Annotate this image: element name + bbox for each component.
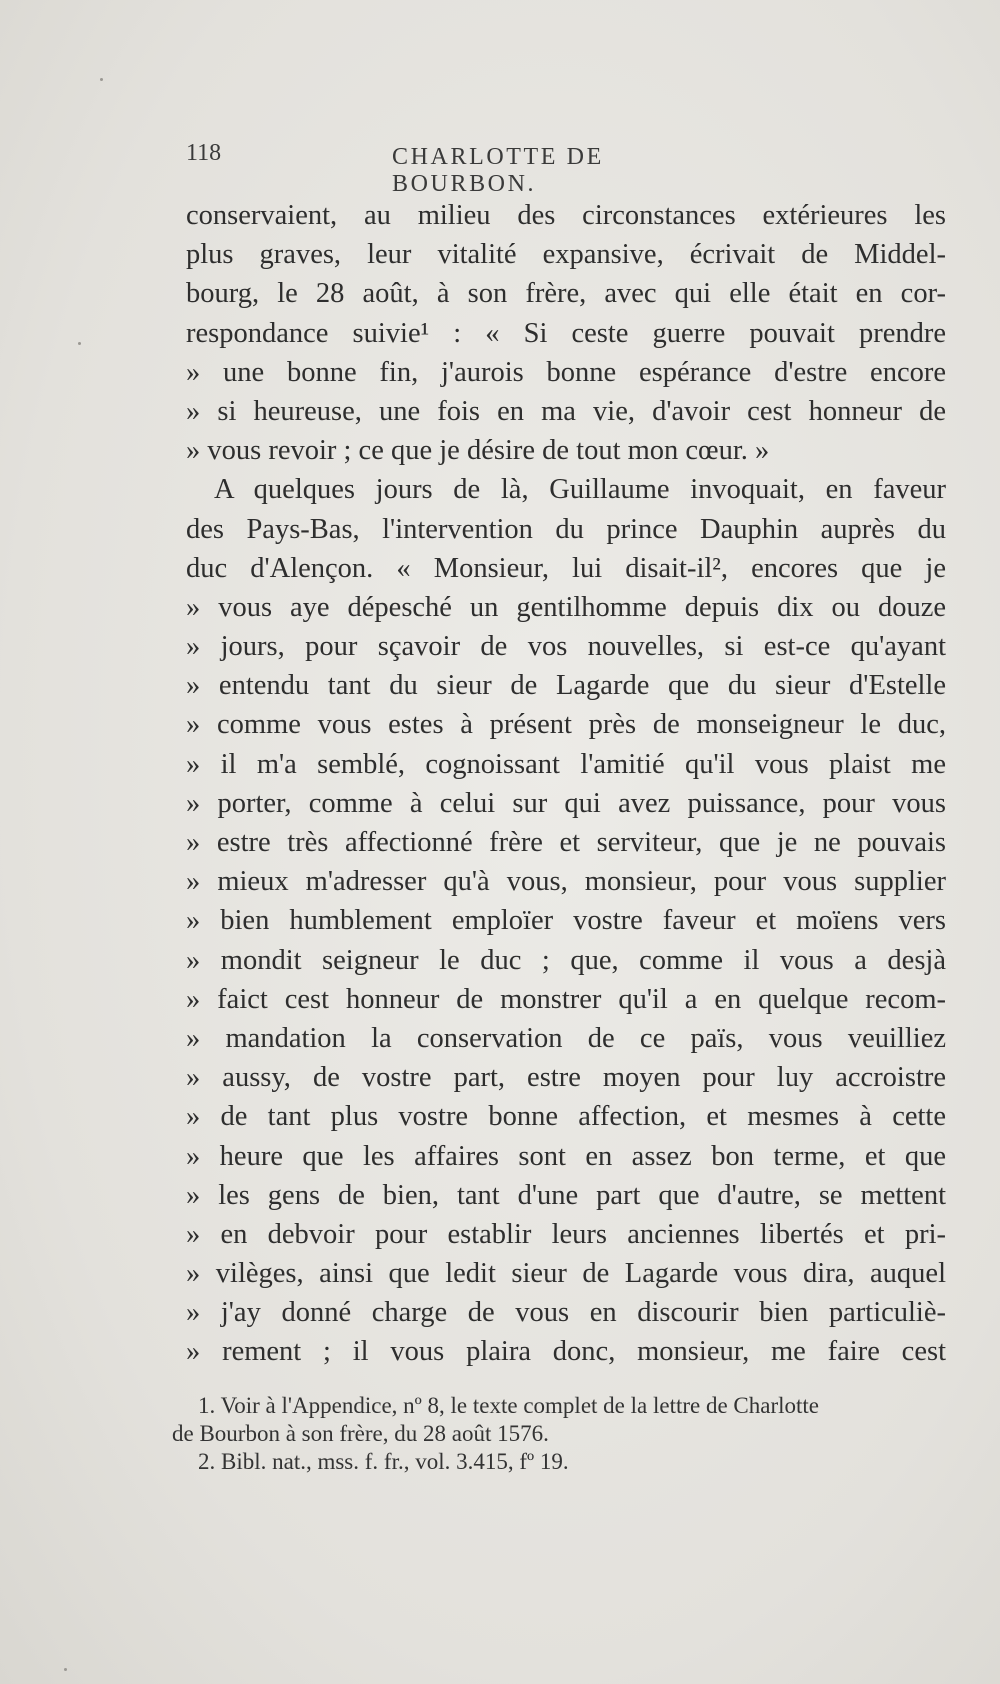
text-line: » porter, comme à celui sur qui avez puissance, pour vous	[186, 787, 946, 819]
text-line: A quelques jours de là, Guillaume invoquait, en faveur	[214, 474, 946, 506]
text-line: des Pays-Bas, l'intervention du prince Dauphin auprès du	[186, 513, 946, 545]
text-line: » mandation la conservation de ce païs, vous veuilliez	[186, 1022, 946, 1054]
paper-speck	[64, 1668, 67, 1671]
text-line: bourg, le 28 août, à son frère, avec qui elle était en cor-	[186, 278, 946, 310]
footnotes	[172, 1392, 932, 1476]
text-line: » faict cest honneur de monstrer qu'il a en quelque recom-	[186, 983, 946, 1015]
text-line: » comme vous estes à présent près de monseigneur le duc,	[186, 709, 946, 741]
text-line: » bien humblement emploïer vostre faveur et moïens vers	[186, 905, 946, 937]
text-line: » mieux m'adresser qu'à vous, monsieur, pour vous supplier	[186, 866, 946, 898]
text-line: » aussy, de vostre part, estre moyen pour luy accroistre	[186, 1062, 946, 1094]
text-line: respondance suivie¹ : « Si ceste guerre pouvait prendre	[186, 317, 946, 349]
text-line: » vous aye dépesché un gentilhomme depuis dix ou douze	[186, 591, 946, 623]
page-number: 118	[186, 140, 222, 166]
paper-speck	[78, 342, 81, 345]
text-line: plus graves, leur vitalité expansive, écrivait de Middel-	[186, 239, 946, 271]
text-line: » les gens de bien, tant d'une part que d'autre, se mettent	[186, 1179, 946, 1211]
page-header	[186, 140, 756, 197]
text-line: » une bonne fin, j'aurois bonne espérance d'estre encore	[186, 356, 946, 388]
running-title: CHARLOTTE DE BOURBON.	[392, 144, 604, 197]
text-line: duc d'Alençon. « Monsieur, lui disait-il², encores que je	[186, 552, 946, 584]
body-text	[186, 196, 946, 1372]
text-line: » en debvoir pour establir leurs anciennes libertés et pri-	[186, 1218, 946, 1250]
text-line: » mondit seigneur le duc ; que, comme il vous a desjà	[186, 944, 946, 976]
text-line: » il m'a semblé, cognoissant l'amitié qu'il vous plaist me	[186, 748, 946, 780]
text-line: » vilèges, ainsi que ledit sieur de Lagarde vous dira, auquel	[186, 1258, 946, 1290]
text-line: » entendu tant du sieur de Lagarde que du sieur d'Estelle	[186, 670, 946, 702]
text-line: » heure que les affaires sont en assez bon terme, et que	[186, 1140, 946, 1172]
text-line: » vous revoir ; ce que je désire de tout mon cœur. »	[186, 435, 770, 467]
text-line: conservaient, au milieu des circonstances extérieures les	[186, 200, 946, 231]
paper-speck	[100, 78, 103, 81]
footnote-1: 1. Voir à l'Appendice, nº 8, le texte complet de la lettre de Charlotte	[198, 1393, 820, 1418]
text-line: » j'ay donné charge de vous en discourir bien particuliè-	[186, 1297, 946, 1329]
text-line: » de tant plus vostre bonne affection, et mesmes à cette	[186, 1101, 946, 1133]
footnote-1-continued: de Bourbon à son frère, du 28 août 1576.	[172, 1421, 549, 1446]
text-line: » rement ; il vous plaira donc, monsieur, me faire cest	[186, 1336, 946, 1368]
footnote-2: 2. Bibl. nat., mss. f. fr., vol. 3.415, fº 19.	[198, 1449, 569, 1474]
text-line: » jours, pour sçavoir de vos nouvelles, si est-ce qu'ayant	[186, 631, 946, 663]
text-line: » si heureuse, une fois en ma vie, d'avoir cest honneur de	[186, 395, 946, 427]
text-line: » estre très affectionné frère et serviteur, que je ne pouvais	[186, 827, 946, 858]
